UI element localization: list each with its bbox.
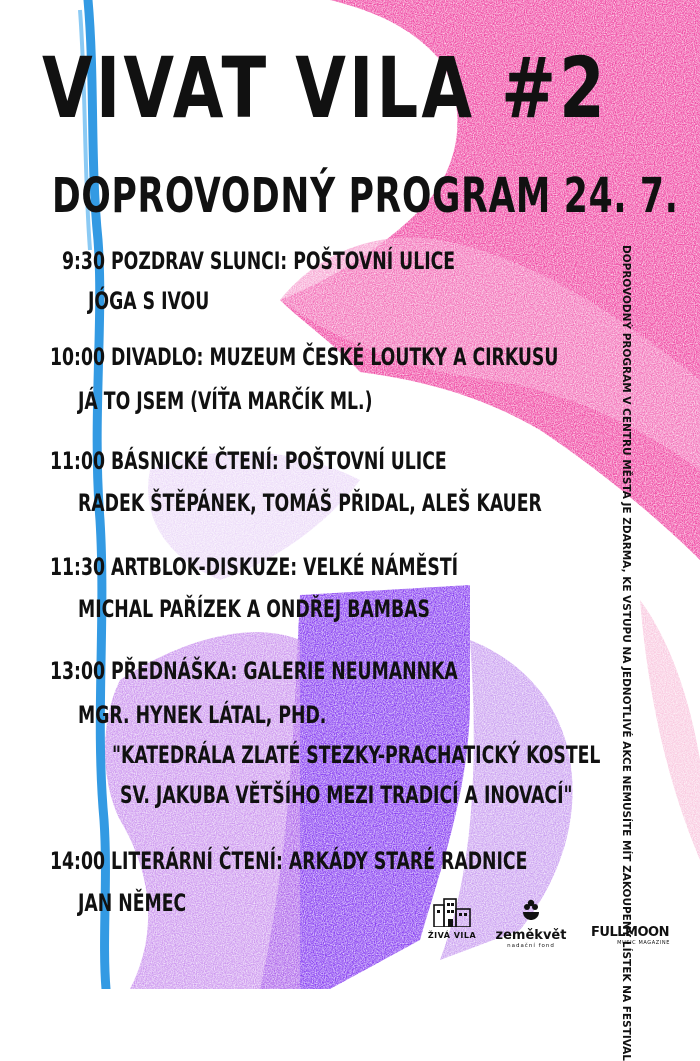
ziva-vila-label: ŽIVÁ VILA [427, 931, 477, 940]
fullmoon-sublabel: MUSIC MAGAZINE [617, 940, 670, 946]
program-item-quote: "KATEDRÁLA ZLATÉ STEZKY-PRACHATICKÝ KOSTEL [112, 741, 601, 769]
zemekvet-label: zeměkvět [495, 928, 567, 943]
program-item-detail: MGR. HYNEK LÁTAL, PHD. [78, 701, 327, 729]
logo-fullmoon [584, 926, 676, 946]
program-item-time: 10:00 DIVADLO: MUZEUM ČESKÉ LOUTKY A CIRKUSU [50, 343, 559, 371]
flower-bowl-icon [520, 898, 542, 922]
program-item-detail: RADEK ŠTĚPÁNEK, TOMÁŠ PŘIDAL, ALEŠ KAUER [78, 489, 542, 517]
program-item-detail: JÓGA S IVOU [88, 287, 210, 315]
magenta-paint-bottom-right [640, 600, 700, 860]
poster-subtitle: DOPROVODNÝ PROGRAM 24. 7. [52, 168, 679, 224]
program-item-detail: JÁ TO JSEM (VÍŤA MARČÍK ML.) [78, 387, 373, 415]
logo-ziva-vila [426, 897, 478, 940]
program-item-time: 9:30 POZDRAV SLUNCI: POŠTOVNÍ ULICE [62, 247, 456, 275]
villa-building-icon [432, 897, 472, 927]
fullmoon-label: FULLMOON [591, 925, 669, 940]
program-item-quote: SV. JAKUBA VĚTŠÍHO MEZI TRADICÍ A INOVACÍ" [120, 781, 573, 809]
program-item-detail: JAN NĚMEC [78, 889, 187, 917]
program-item-detail: MICHAL PAŘÍZEK A ONDŘEJ BAMBAS [78, 595, 430, 623]
program-item-time: 13:00 PŘEDNÁŠKA: GALERIE NEUMANNKA [50, 657, 458, 685]
zemekvet-sublabel: nadační fond [507, 943, 555, 949]
program-item-time: 11:00 BÁSNICKÉ ČTENÍ: POŠTOVNÍ ULICE [50, 447, 447, 475]
program-item-time: 11:30 ARTBLOK-DISKUZE: VELKÉ NÁMĚSTÍ [50, 553, 459, 581]
poster-title: VIVAT VILA #2 [42, 39, 608, 137]
program-item-time: 14:00 LITERÁRNÍ ČTENÍ: ARKÁDY STARÉ RADNICE [50, 847, 528, 875]
logo-zemekvet [490, 898, 572, 949]
side-note-free-entry: DOPROVODNÝ PROGRAM V CENTRU MĚSTA JE ZDARMA, KE VSTUPU NA JEDNOTLIVÉ AKCE NEMUSÍTE MÍT ZAKOUPENÝ LÍSTEK NA FESTIVAL [620, 245, 632, 1061]
